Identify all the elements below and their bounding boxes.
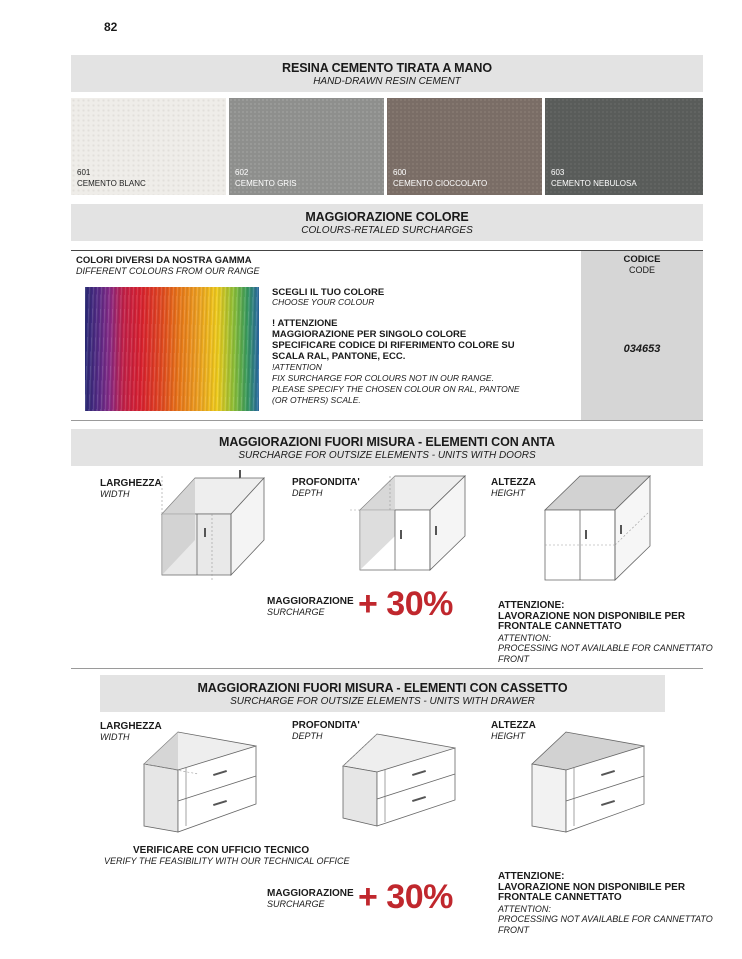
colour-surcharge-subtitle: COLOURS-RETALED SURCHARGES — [301, 225, 473, 236]
surcharge-code: 034653 — [623, 343, 661, 355]
doors-subtitle: SURCHARGE FOR OUTSIZE ELEMENTS - UNITS WITH DOORS — [238, 450, 536, 461]
attention-en-line: PLEASE SPECIFY THE CHOSEN COLOUR ON RAL, PANTONE — [272, 384, 520, 394]
resin-title: RESINA CEMENTO TIRATA A MANO — [282, 61, 492, 75]
attention-en-line: ATTENTION: — [498, 903, 551, 914]
surcharge-label-en: SURCHARGE — [267, 899, 325, 909]
dim-label-en: WIDTH — [100, 732, 130, 742]
swatch-601 — [71, 98, 226, 195]
header-code-en: CODE — [628, 265, 655, 275]
swatch-602 — [229, 98, 384, 195]
attention-en-line: PROCESSING NOT AVAILABLE FOR CANNETTATO — [498, 643, 713, 653]
table-header-code — [581, 250, 703, 277]
verify-text-en: VERIFY THE FEASIBILITY WITH OUR TECHNICAL OFFICE — [104, 856, 350, 866]
header-colours: COLORI DIVERSI DA NOSTRA GAMMA — [76, 255, 252, 266]
attention-line: ! ATTENZIONE — [272, 318, 338, 329]
swatch-code: 600 — [393, 168, 407, 177]
attention-line: FRONTALE CANNETTATO — [498, 621, 622, 632]
section-separator — [71, 668, 703, 669]
drawers-header — [100, 675, 665, 712]
page-number: 82 — [104, 20, 118, 34]
attention-line: FRONTALE CANNETTATO — [498, 892, 622, 903]
header-colours-en: DIFFERENT COLOURS FROM OUR RANGE — [76, 266, 260, 276]
resin-header — [71, 55, 703, 92]
dim-height — [491, 477, 536, 498]
paint-strokes-image — [85, 287, 259, 411]
drawers-subtitle: SURCHARGE FOR OUTSIZE ELEMENTS - UNITS WITH DRAWER — [230, 696, 535, 707]
swatch-name: CEMENTO BLANC — [77, 179, 146, 188]
drawer-cabinet-depth-illustration — [337, 722, 467, 837]
dim-label-en: HEIGHT — [491, 488, 526, 498]
attention-en-line: ATTENTION: — [498, 632, 551, 643]
swatch-name: CEMENTO CIOCCOLATO — [393, 179, 488, 188]
attention-en-line: (OR OTHERS) SCALE. — [272, 395, 361, 405]
doors-header — [71, 429, 703, 466]
attention-en-line: FRONT — [498, 653, 529, 664]
swatch-name: CEMENTO GRIS — [235, 179, 297, 188]
swatch-600 — [387, 98, 542, 195]
dim-label: LARGHEZZA — [100, 721, 162, 732]
attention-line: MAGGIORAZIONE PER SINGOLO COLORE — [272, 329, 467, 340]
attention-line: ATTENZIONE: — [498, 871, 565, 882]
dim-label-en: DEPTH — [292, 488, 323, 498]
dim-label: ALTEZZA — [491, 720, 536, 731]
choose-colour: SCEGLI IL TUO COLORE — [272, 287, 385, 298]
verify-text: VERIFICARE CON UFFICIO TECNICO — [133, 845, 310, 856]
dim-label: PROFONDITA' — [292, 477, 360, 488]
swatch-code: 603 — [551, 168, 565, 177]
dim-label: LARGHEZZA — [100, 478, 162, 489]
surcharge-label: MAGGIORAZIONE — [267, 596, 354, 607]
swatch-code: 602 — [235, 168, 249, 177]
doors-surcharge-value: + 30% — [358, 585, 453, 623]
doors-title: MAGGIORAZIONI FUORI MISURA - ELEMENTI CON ANTA — [219, 435, 555, 449]
door-cabinet-depth-illustration — [350, 470, 480, 585]
dim-label: ALTEZZA — [491, 477, 536, 488]
surcharge-label: MAGGIORAZIONE — [267, 888, 354, 899]
swatch-name: CEMENTO NEBULOSA — [551, 179, 637, 188]
attention-line: LAVORAZIONE NON DISPONIBILE PER — [498, 610, 686, 622]
dim-label-en: DEPTH — [292, 731, 323, 741]
attention-en-line: PROCESSING NOT AVAILABLE FOR CANNETTATO — [498, 914, 713, 924]
attention-en-line: FRONT — [498, 924, 529, 935]
drawers-title: MAGGIORAZIONI FUORI MISURA - ELEMENTI CON CASSETTO — [197, 681, 568, 695]
surcharge-label-en: SURCHARGE — [267, 607, 325, 617]
divider — [71, 420, 703, 421]
colour-attention — [272, 318, 520, 406]
colour-surcharge-header — [71, 204, 703, 241]
drawers-attention — [498, 872, 713, 935]
attention-en-line: FIX SURCHARGE FOR COLOURS NOT IN OUR RANGE. — [272, 373, 494, 383]
swatch-code: 601 — [77, 168, 91, 177]
drawer-cabinet-width-illustration — [138, 722, 268, 837]
resin-subtitle: HAND-DRAWN RESIN CEMENT — [313, 76, 461, 87]
attention-en-line: !ATTENTION — [272, 362, 322, 372]
table-header-left — [71, 250, 581, 277]
drawer-cabinet-height-illustration — [526, 722, 656, 837]
attention-line: SPECIFICARE CODICE DI RIFERIMENTO COLORE SU — [272, 340, 515, 351]
doors-attention — [498, 601, 713, 664]
drawers-surcharge-label — [267, 888, 354, 909]
dim-label-en: WIDTH — [100, 489, 130, 499]
door-cabinet-width-illustration — [150, 470, 280, 585]
attention-line: ATTENZIONE: — [498, 600, 565, 611]
dim-label-en: HEIGHT — [491, 731, 526, 741]
header-code: CODICE — [623, 254, 661, 265]
door-cabinet-height-illustration — [535, 470, 665, 585]
choose-colour-en: CHOOSE YOUR COLOUR — [272, 297, 375, 307]
attention-line: SCALA RAL, PANTONE, ECC. — [272, 351, 406, 362]
colour-surcharge-title: MAGGIORAZIONE COLORE — [305, 210, 469, 224]
drawers-surcharge-value: + 30% — [358, 878, 453, 916]
swatch-603 — [545, 98, 703, 195]
verify-note — [104, 845, 364, 866]
attention-line: LAVORAZIONE NON DISPONIBILE PER — [498, 881, 686, 893]
doors-surcharge-label — [267, 596, 354, 617]
dim-label: PROFONDITA' — [292, 720, 360, 731]
